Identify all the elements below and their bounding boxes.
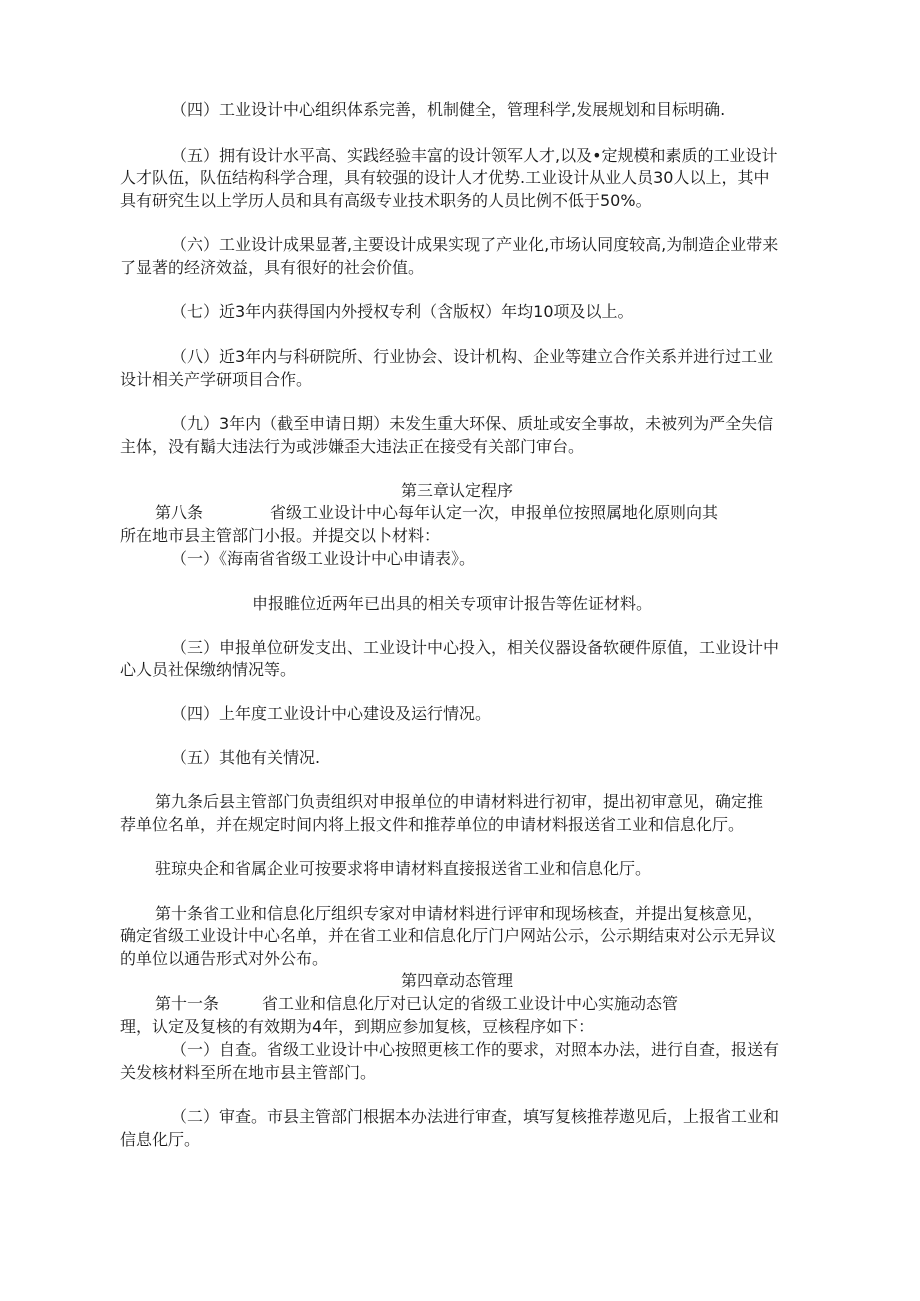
article-8-label: 第八条 xyxy=(155,503,204,522)
para-4-line-1: （四）工业设计中心组织体系完善，机制健全，管理科学,发展规划和目标明确. xyxy=(171,100,726,119)
article-11-text-1: 省工业和信息化厅对已认定的省级工业设计中心实施动态管 xyxy=(262,994,679,1013)
article-8-text-1: 省级工业设计中心每年认定一次，申报单位按照属地化原则向其 xyxy=(270,503,719,522)
article-8-item-4: （四）上年度工业设计中心建设及运行情况。 xyxy=(171,704,492,723)
para-5-line-2: 人才队伍，队伍结构科学合理，具有较强的设计人才优势.工业设计从业人员30人以上，其中 xyxy=(120,168,770,187)
para-5-line-1: （五）拥有设计水平高、实践经验丰富的设计领军人才,以及•定规模和素质的工业设计 xyxy=(171,146,778,165)
article-11-item-2-line-1: （二）审查。市县主管部门根据本办法进行审查，填写复核推荐遨见后，上报省工业和 xyxy=(171,1107,780,1126)
article-10-line-3: 的单位以通告形式对外公布。 xyxy=(120,949,329,968)
article-8-item-1: （一）《海南省省级工业设计中心申请表》。 xyxy=(171,549,476,568)
para-7-line-1: （七）近3年内获得国内外授权专利（含版权）年均10项及以上。 xyxy=(171,302,634,321)
article-9-line-3: 驻琼央企和省属企业可按要求将申请材料直接报送省工业和信息化厅。 xyxy=(155,859,652,878)
article-8-item-3-line-2: 心人员社保缴纳情况等。 xyxy=(120,660,297,679)
article-9-line-1: 第九条后县主管部门负责组织对申报单位的申请材料进行初审，提出初审意见，确定推 xyxy=(155,792,764,811)
article-11-text-2: 理，认定及复核的有效期为4年，到期应参加复核，豆核程序如下： xyxy=(120,1017,595,1036)
para-9-line-1: （九）3年内（截至申请日期）未发生重大环保、质址或安全事故，未被列为严全失信 xyxy=(171,414,774,433)
para-9-line-2: 主体，没有鬍大违法行为或涉嫌歪大违法正在接受有关部门审台。 xyxy=(120,437,585,456)
para-8-line-1: （八）近3年内与科研院所、行业协会、设计机构、企业等建立合作关系并进行过工业 xyxy=(171,347,774,366)
para-6-line-2: 了显著的经济效益，具有很好的社会价值。 xyxy=(120,258,425,277)
article-10-line-1: 第十条省工业和信息化厅组织专家对申请材料进行评审和现场核查，并提出复核意见， xyxy=(155,904,764,923)
article-11-item-2-line-2: 信息化厅。 xyxy=(120,1130,201,1149)
article-11-label: 第十一条 xyxy=(155,994,220,1013)
article-9-line-2: 荐单位名单，并在规定时间内将上报文件和推荐单位的申请材料报送省工业和信息化厅。 xyxy=(120,815,745,834)
para-6-line-1: （六）工业设计成果显著,主要设计成果实现了产业化,市场认同度较高,为制造企业带来 xyxy=(171,235,779,254)
article-8-item-5: （五）其他有关情况. xyxy=(171,748,321,767)
article-8-item-3-line-1: （三）申报单位研发支出、工业设计中心投入，相关仪器设备软硬件原值，工业设计中 xyxy=(171,638,780,657)
article-11-item-1-line-2: 关发核材料至所在地市县主管部门。 xyxy=(120,1063,377,1082)
para-8-line-2: 设计相关产学研项目合作。 xyxy=(120,370,313,389)
article-8-text-2: 所在地市县主管部门小报。并提交以卜材料： xyxy=(120,526,441,545)
chapter-4-title: 第四章动态管理 xyxy=(401,971,514,990)
chapter-3-title: 第三章认定程序 xyxy=(401,481,514,500)
para-5-line-3: 具有研究生以上学历人员和具有高级专业技术职务的人员比例不低于50%。 xyxy=(120,191,652,210)
article-8-item-2: 申报睢位近两年已出具的相关专项审计报告等佐证材料。 xyxy=(252,594,653,613)
article-11-item-1-line-1: （一）自查。省级工业设计中心按照更核工作的要求，对照本办法，进行自查，报送有 xyxy=(171,1040,780,1059)
article-10-line-2: 确定省级工业设计中心名单，并在省工业和信息化厅门户网站公示，公示期结束对公示无异议 xyxy=(120,926,777,945)
